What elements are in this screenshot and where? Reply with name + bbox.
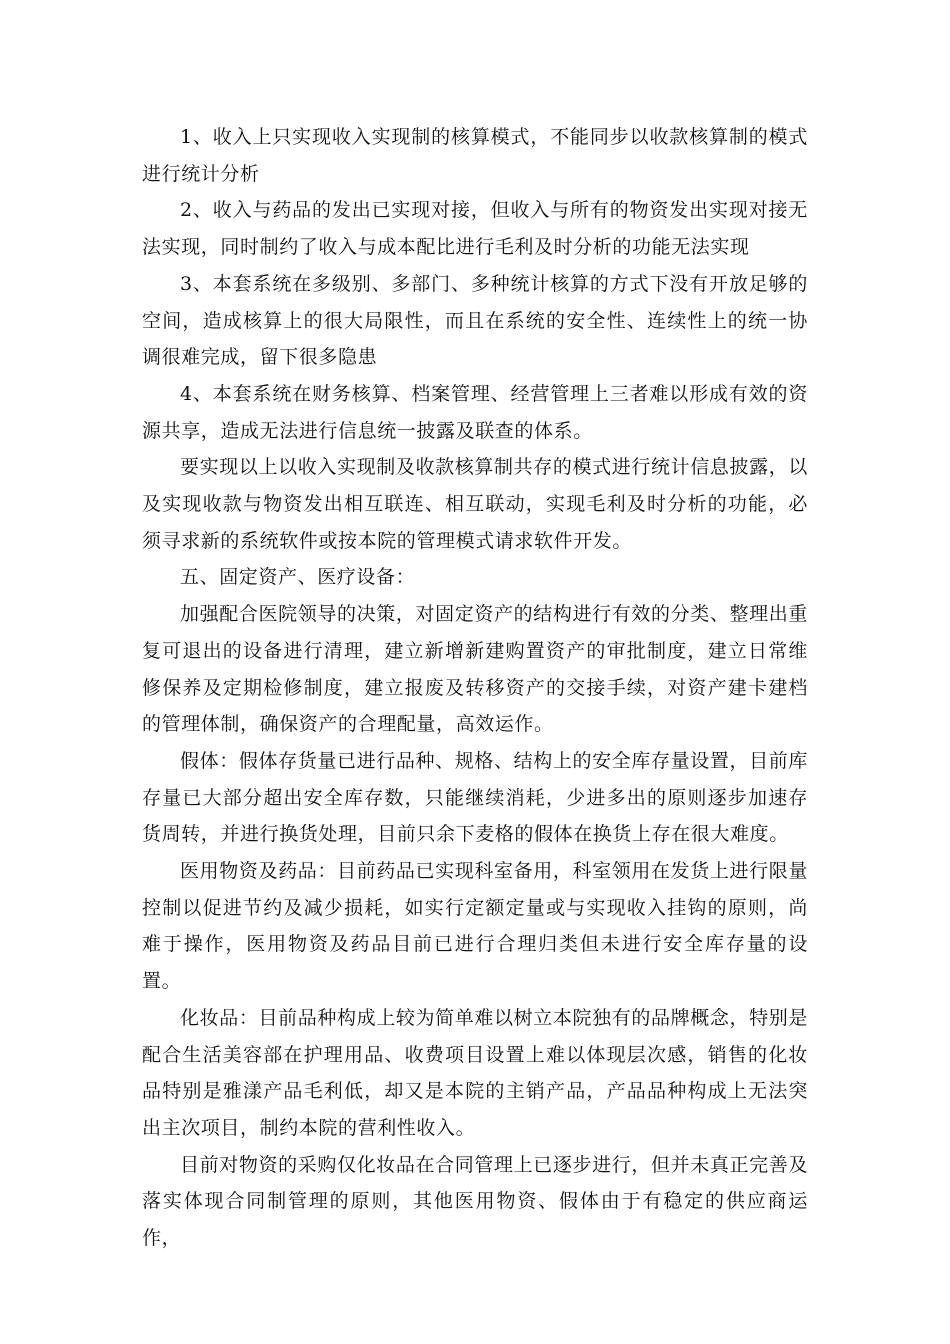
paragraph-procurement: 目前对物资的采购仅化妆品在合同管理上已逐步进行，但并未真正完善及落实体现合同制管理的原则，其他医用物资、假体由于有稳定的供应商运作， bbox=[142, 1153, 808, 1250]
paragraph-item-3: 3、本套系统在多级别、多部门、多种统计核算的方式下没有开放足够的空间，造成核算上的很大局限性，而且在系统的安全性、连续性上的统一协调很难完成，留下很多隐患 bbox=[142, 272, 808, 369]
paragraph-item-2: 2、收入与药品的发出已实现对接，但收入与所有的物资发出实现对接无法实现，同时制约了收入与成本配比进行毛利及时分析的功能无法实现 bbox=[142, 199, 808, 259]
paragraph-prosthesis: 假体：假体存货量已进行品种、规格、结构上的安全库存量设置，目前库存量已大部分超出安全库存数，只能继续消耗，少进多出的原则逐步加速存货周转，并进行换货处理，目前只余下麦格的假体在换货上存在很大难度。 bbox=[142, 749, 808, 846]
paragraph-medical-supplies: 医用物资及药品：目前药品已实现科室备用，科室领用在发货上进行限量控制以促进节约及减少损耗，如实行定额定量或与实现收入挂钩的原则，尚难于操作，医用物资及药品目前已进行合理归类但未进行安全库存量的设置。 bbox=[142, 860, 808, 993]
paragraph-summary: 要实现以上以收入实现制及收款核算制共存的模式进行统计信息披露，以及实现收款与物资发出相互联连、相互联动，实现毛利及时分析的功能，必须寻求新的系统软件或按本院的管理模式请求软件开发。 bbox=[142, 456, 808, 552]
paragraph-cosmetics: 化妆品：目前品种构成上较为简单难以树立本院独有的品牌概念，特别是配合生活美容部在护理用品、收费项目设置上难以体现层次感，销售的化妆品特别是雅漾产品毛利低，却又是本院的主销产品，产品品种构成上无法突出主次项目，制约本院的营利性收入。 bbox=[142, 1006, 808, 1139]
section-heading-fixed-assets: 五、固定资产、医疗设备： bbox=[180, 566, 416, 589]
paragraph-fixed-assets: 加强配合医院领导的决策，对固定资产的结构进行有效的分类、整理出重复可退出的设备进行清理，建立新增新建购置资产的审批制度，建立日常维修保养及定期检修制度，建立报废及转移资产的交接手续，对资产建卡建档的管理体制，确保资产的合理配量，高效运作。 bbox=[142, 603, 808, 736]
paragraph-item-1: 1、收入上只实现收入实现制的核算模式，不能同步以收款核算制的模式进行统计分析 bbox=[142, 126, 808, 185]
document-body bbox=[142, 119, 808, 1257]
paragraph-item-4: 4、本套系统在财务核算、档案管理、经营管理上三者难以形成有效的资源共享，造成无法进行信息统一披露及联查的体系。 bbox=[142, 382, 808, 442]
